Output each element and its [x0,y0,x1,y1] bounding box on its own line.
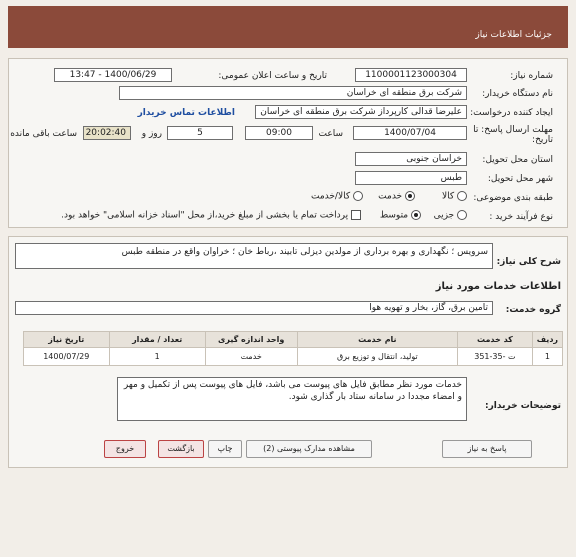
deadline-label: مهلت ارسال پاسخ: تا [473,125,553,135]
page-title: جزئیات اطلاعات نیاز [475,30,552,40]
radio-selected-icon [411,210,421,220]
service-group-label: گروه خدمت: [505,305,561,315]
general-description-label: شرح کلی نیاز: [496,257,561,267]
radio-icon [457,191,467,201]
cell-row-num: 1 [532,348,562,366]
need-number-label: شماره نیاز: [510,71,553,81]
purchase-process-label: نوع فرآیند خرید : [489,212,553,222]
announce-datetime-field: 1400/06/29 - 13:47 [54,68,172,82]
announce-datetime-label: تاریخ و ساعت اعلان عمومی: [218,71,327,81]
general-description-field: سرویس ؛ نگهداری و بهره برداری از مولدین دیزلی تابیند ،رباط خان ؛ خراوان واقع در منطقه طبس [15,243,493,269]
cell-quantity: 1 [109,348,205,366]
radio-selected-icon [405,191,415,201]
category-option-goods-service[interactable]: کالا/خدمت [311,191,363,202]
remaining-time-label: ساعت باقی مانده [10,129,77,139]
table-header-row [24,332,563,348]
back-button[interactable]: بازگشت [158,440,204,458]
deadline-days-field: 5 [167,126,233,140]
treasury-payment-checkbox[interactable]: پرداخت تمام یا بخشی از مبلغ خرید،از محل "اسناد خزانه اسلامی" خواهد بود. [61,210,361,221]
deadline-label-date: تاریخ: [532,135,553,145]
col-header-quantity: تعداد / مقدار [109,332,205,348]
page-header [8,6,568,48]
delivery-province-field: خراسان جنوبی [355,152,467,166]
cell-need-date: 1400/07/29 [24,348,110,366]
delivery-province-label: استان محل تحویل: [482,155,553,165]
buyer-notes-field: خدمات مورد نظر مطابق فایل های پیوست می باشد، فایل های پیوست پس از تکمیل و مهر و امضاء مجددا در سامانه ستاد بار گذاری شود. [117,377,467,421]
buyer-contact-link[interactable]: اطلاعات تماس خریدار [137,108,235,118]
deadline-days-label: روز و [141,129,162,139]
col-header-need-date: تاریخ نیاز [24,332,110,348]
radio-icon [457,210,467,220]
deadline-date-field: 1400/07/04 [353,126,467,140]
requester-label: ایجاد کننده درخواست: [470,108,553,118]
items-table [23,331,563,366]
cell-service-name: تولید، انتقال و توزیع برق [297,348,457,366]
view-attachments-button[interactable]: مشاهده مدارک پیوستی (2) [246,440,372,458]
col-header-service-name: نام خدمت [297,332,457,348]
need-number-field: 1100001123000304 [355,68,467,82]
services-section-title: اطلاعات خدمات مورد نیاز [435,281,561,292]
delivery-city-label: شهر محل تحویل: [487,174,553,184]
col-header-row-num: ردیف [532,332,562,348]
category-label: طبقه بندی موضوعی: [473,193,553,203]
deadline-time-field: 09:00 [245,126,313,140]
deadline-time-label: ساعت [318,129,343,139]
purchase-option-medium[interactable]: متوسط [380,210,421,221]
col-header-unit: واحد اندازه گیری [205,332,297,348]
print-button[interactable]: چاپ [208,440,242,458]
requester-field: علیرضا قدالی کارپرداز شرکت برق منطقه ای خراسان [255,105,467,119]
exit-button[interactable]: خروج [104,440,146,458]
service-group-field: تامین برق، گاز، بخار و تهویه هوا [15,301,493,315]
category-option-service[interactable]: خدمت [378,191,415,202]
radio-icon [353,191,363,201]
reply-button[interactable]: پاسخ به نیاز [442,440,532,458]
checkbox-icon [351,210,361,220]
buyer-notes-label: توضیحات خریدار: [485,401,561,411]
need-details-panel [8,236,568,468]
table-row [24,348,563,366]
need-info-panel [8,58,568,228]
remaining-time-field: 20:02:40 [83,126,131,140]
delivery-city-field: طبس [355,171,467,185]
buyer-org-label: نام دستگاه خریدار: [482,89,553,99]
category-option-goods[interactable]: کالا [442,191,467,202]
purchase-option-minor[interactable]: جزیی [434,210,467,221]
cell-service-code: ت -35-351 [458,348,533,366]
cell-unit: خدمت [205,348,297,366]
buyer-org-field: شرکت برق منطقه ای خراسان [119,86,467,100]
col-header-service-code: کد خدمت [458,332,533,348]
